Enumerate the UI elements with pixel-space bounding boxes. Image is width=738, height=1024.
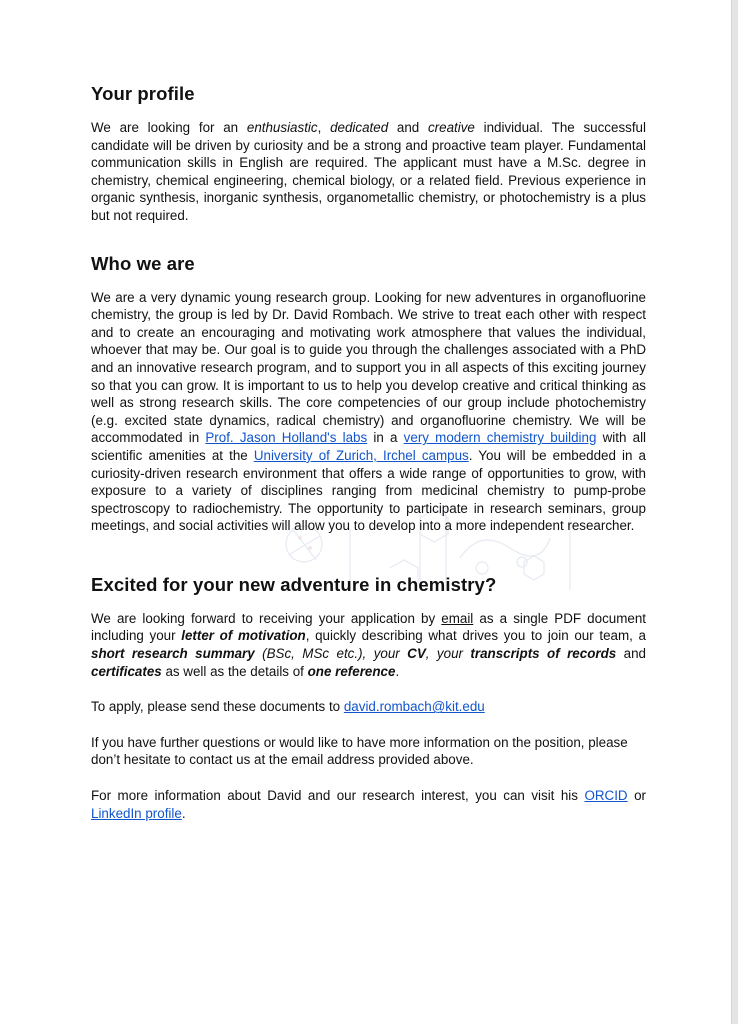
text: in a	[367, 430, 404, 446]
emphasis-research-summary: short research summary	[91, 646, 255, 662]
text: (BSc, MSc etc.), your	[254, 646, 408, 662]
text: , quickly describing what drives you to join our team, a	[305, 628, 646, 644]
link-holland-labs[interactable]: Prof. Jason Holland's labs	[205, 430, 368, 446]
section-excited	[91, 573, 646, 822]
text: as well as the details of	[161, 663, 308, 679]
text: .	[395, 663, 400, 679]
text: or	[627, 788, 646, 804]
text: and	[616, 646, 646, 662]
page-edge	[732, 0, 738, 1024]
text: , your	[425, 646, 471, 662]
who-paragraph	[91, 289, 646, 535]
questions-paragraph: If you have further questions or would like to have more information on the position, please don’t hesitate to contact us at the email address provided above.	[91, 734, 628, 768]
link-email[interactable]: email	[441, 610, 474, 626]
emphasis-certificates: certificates	[91, 663, 162, 679]
text: . You will be embedded in a curiosity-driven research environment that offers a wide range of opportunities to grow, with exposure to a variety of disciplines ranging from medicinal chemistry to pump-probe spectroscopy to radiochemistry. The opportunity to participate in research seminars, group meetings, and social activities will allow you to develop into a more independent researcher.	[91, 447, 647, 534]
text: and	[388, 120, 428, 135]
emphasis-dedicated: dedicated	[330, 120, 389, 135]
emphasis-creative: creative	[427, 120, 475, 135]
document-content	[91, 82, 646, 848]
text: .	[181, 805, 186, 821]
text: To apply, please send these documents to	[91, 699, 344, 715]
link-uzh-irchel[interactable]: University of Zurich, Irchel campus	[253, 447, 469, 463]
heading-your-profile: Your profile	[91, 83, 195, 104]
application-paragraph	[91, 610, 646, 680]
apply-paragraph	[91, 698, 646, 716]
text: We are looking for an	[91, 120, 247, 135]
text: as a single PDF document including your	[91, 610, 646, 644]
emphasis-letter-of-motivation: letter of motivation	[181, 628, 306, 644]
text: We are a very dynamic young research group. Looking for new adventures in organofluorine chemistry, the group is led by Dr. David Rombach. We strive to treat each other with respect and to create an encouraging and motivating work atmosphere that values the individual, whoever that may be. Our goal is to guide you through the challenges associated with a PhD and an innovative research program, and to support you in all aspects of this exciting journey so that you can grow. It is important to us to help you develop creative and critical thinking as well as strong research skills. The core competencies of our group include photochemistry (e.g. excited state dynamics, radical chemistry) and organofluorine chemistry. We will be accommodated in	[91, 289, 646, 446]
emphasis-one-reference: one reference	[307, 663, 396, 679]
link-chemistry-building[interactable]: very modern chemistry building	[403, 430, 597, 446]
text: ,	[317, 120, 331, 135]
emphasis-transcripts: transcripts of records	[470, 646, 617, 662]
text: individual. The successful candidate will be driven by curiosity and be a strong and proactive team player. Fundamental communication skills in English are required. The applicant must have a M.Sc. degree in chemistry, chemical engineering, chemical biology, or a related field. Previous experience in organic synthesis, inorganic synthesis, organometallic chemistry, or photochemistry is a plus but not required.	[91, 120, 646, 223]
section-who-we-are	[91, 252, 646, 535]
text: We are looking forward to receiving your application by	[91, 610, 442, 626]
heading-excited: Excited for your new adventure in chemistry?	[91, 573, 497, 595]
link-linkedin[interactable]: LinkedIn profile	[91, 805, 182, 821]
emphasis-enthusiastic: enthusiastic	[246, 120, 318, 135]
text: with all scientific amenities at the	[91, 430, 647, 463]
link-email-address[interactable]: david.rombach@kit.edu	[343, 699, 485, 715]
link-orcid[interactable]: ORCID	[584, 788, 628, 804]
more-info-paragraph	[91, 787, 646, 822]
heading-who-we-are: Who we are	[91, 252, 195, 274]
text: For more information about David and our research interest, you can visit his	[91, 788, 585, 804]
section-your-profile	[91, 82, 646, 225]
profile-paragraph	[91, 119, 646, 225]
emphasis-cv: CV	[407, 646, 426, 662]
